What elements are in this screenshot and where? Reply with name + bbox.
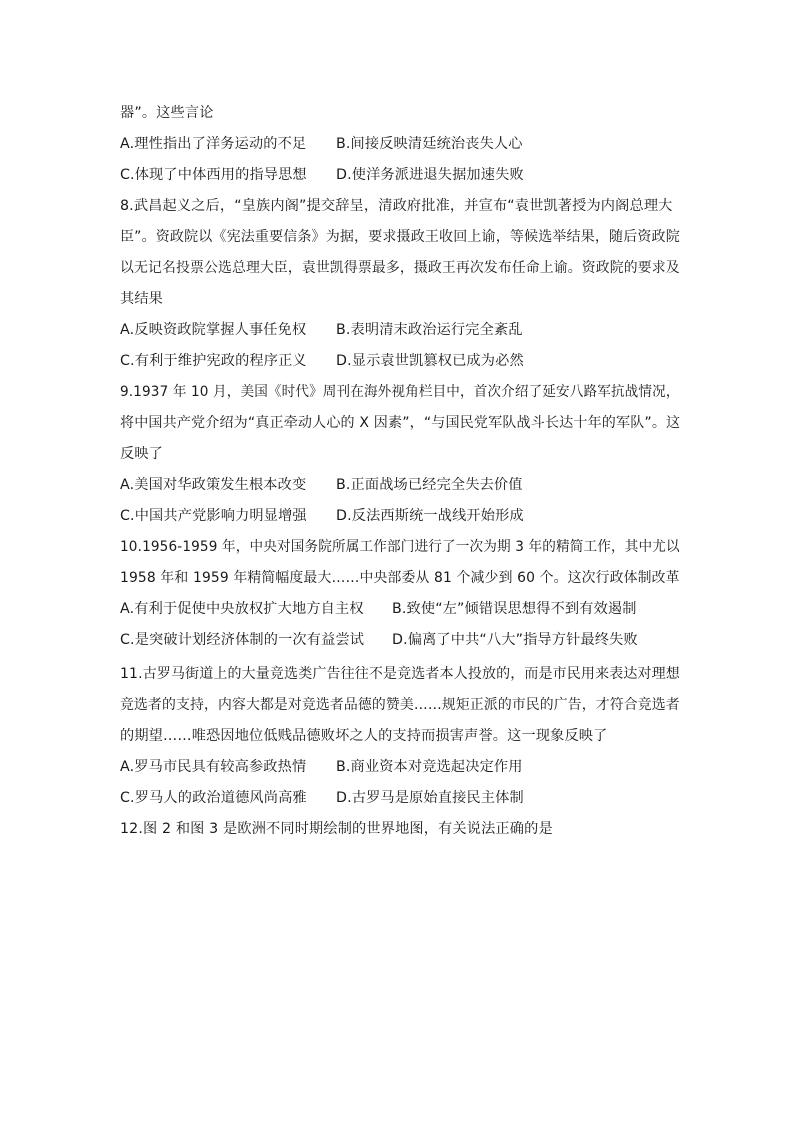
q10-option-b: B.致使“左”倾错误思想得不到有效遏制: [392, 601, 637, 617]
q9-stem-line-3: 反映了: [120, 446, 164, 462]
q8-option-c: C.有利于维护宪政的程序正义: [120, 353, 307, 369]
q9-stem-line-2: 将中国共产党介绍为“真正牵动人心的 X 因素”，“与国民党军队战斗长达十年的军队”。这: [120, 415, 681, 431]
q11-option-d: D.古罗马是原始直接民主体制: [336, 790, 524, 806]
q8-stem-line-3: 以无记名投票公选总理大臣，袁世凯得票最多，摄政王再次发布任命上谕。资政院的要求及: [120, 260, 680, 276]
q12-stem-line-1: 12.图 2 和图 3 是欧洲不同时期绘制的世界地图，有关说法正确的是: [120, 821, 553, 837]
q10-option-c: C.是突破计划经济体制的一次有益尝试: [120, 632, 365, 648]
q8-stem-line-4: 其结果: [120, 291, 164, 307]
q11-stem-line-2: 竞选者的支持，内容大都是对竞选者品德的赞美……规矩正派的市民的广告，才符合竞选者: [120, 697, 680, 713]
q8-stem-line-2: 臣”。资政院以《宪法重要信条》为据，要求摄政王收回上谕，等候选举结果，随后资政院: [120, 229, 680, 245]
q9-option-c: C.中国共产党影响力明显增强: [120, 508, 307, 524]
q7-option-c: C.体现了中体西用的指导思想: [120, 167, 307, 183]
q7-option-a: A.理性指出了洋务运动的不足: [120, 136, 307, 152]
q8-option-b: B.表明清末政治运行完全紊乱: [336, 322, 523, 338]
q7-option-d: D.使洋务派进退失据加速失败: [336, 167, 524, 183]
q11-stem-line-3: 的期望……唯恐因地位低贱品德败坏之人的支持而损害声誉。这一现象反映了: [120, 728, 608, 744]
q7-option-b: B.间接反映清廷统治丧失人心: [336, 136, 523, 152]
q9-option-d: D.反法西斯统一战线开始形成: [336, 508, 524, 524]
q8-stem-line-1: 8.武昌起义之后，“皇族内阁”提交辞呈，清政府批准，并宣布“袁世凯著授为内阁总理大: [120, 198, 673, 214]
q8-option-d: D.显示袁世凯篡权已成为必然: [336, 353, 524, 369]
q9-option-a: A.美国对华政策发生根本改变: [120, 477, 307, 493]
q7-stem-tail: 器”。这些言论: [120, 105, 214, 121]
q10-option-d: D.偏离了中共“八大”指导方针最终失败: [392, 632, 638, 648]
q10-option-a: A.有利于促使中央放权扩大地方自主权: [120, 601, 364, 617]
q11-option-c: C.罗马人的政治道德风尚高雅: [120, 790, 307, 806]
q9-option-b: B.正面战场已经完全失去价值: [336, 477, 523, 493]
q9-stem-line-1: 9.1937 年 10 月，美国《时代》周刊在海外视角栏目中，首次介绍了延安八路军抗战情况，: [120, 384, 680, 400]
q8-option-a: A.反映资政院掌握人事任免权: [120, 322, 307, 338]
q10-stem-line-1: 10.1956-1959 年，中央对国务院所属工作部门进行了一次为期 3 年的精简工作，其中尤以: [120, 539, 680, 555]
q11-option-a: A.罗马市民具有较高参政热情: [120, 759, 307, 775]
q10-stem-line-2: 1958 年和 1959 年精简幅度最大……中央部委从 81 个减少到 60 个。这次行政体制改革: [120, 570, 680, 586]
q11-stem-line-1: 11.古罗马街道上的大量竞选类广告往往不是竞选者本人投放的，而是市民用来表达对理想: [120, 666, 680, 682]
q11-option-b: B.商业资本对竞选起决定作用: [336, 759, 523, 775]
